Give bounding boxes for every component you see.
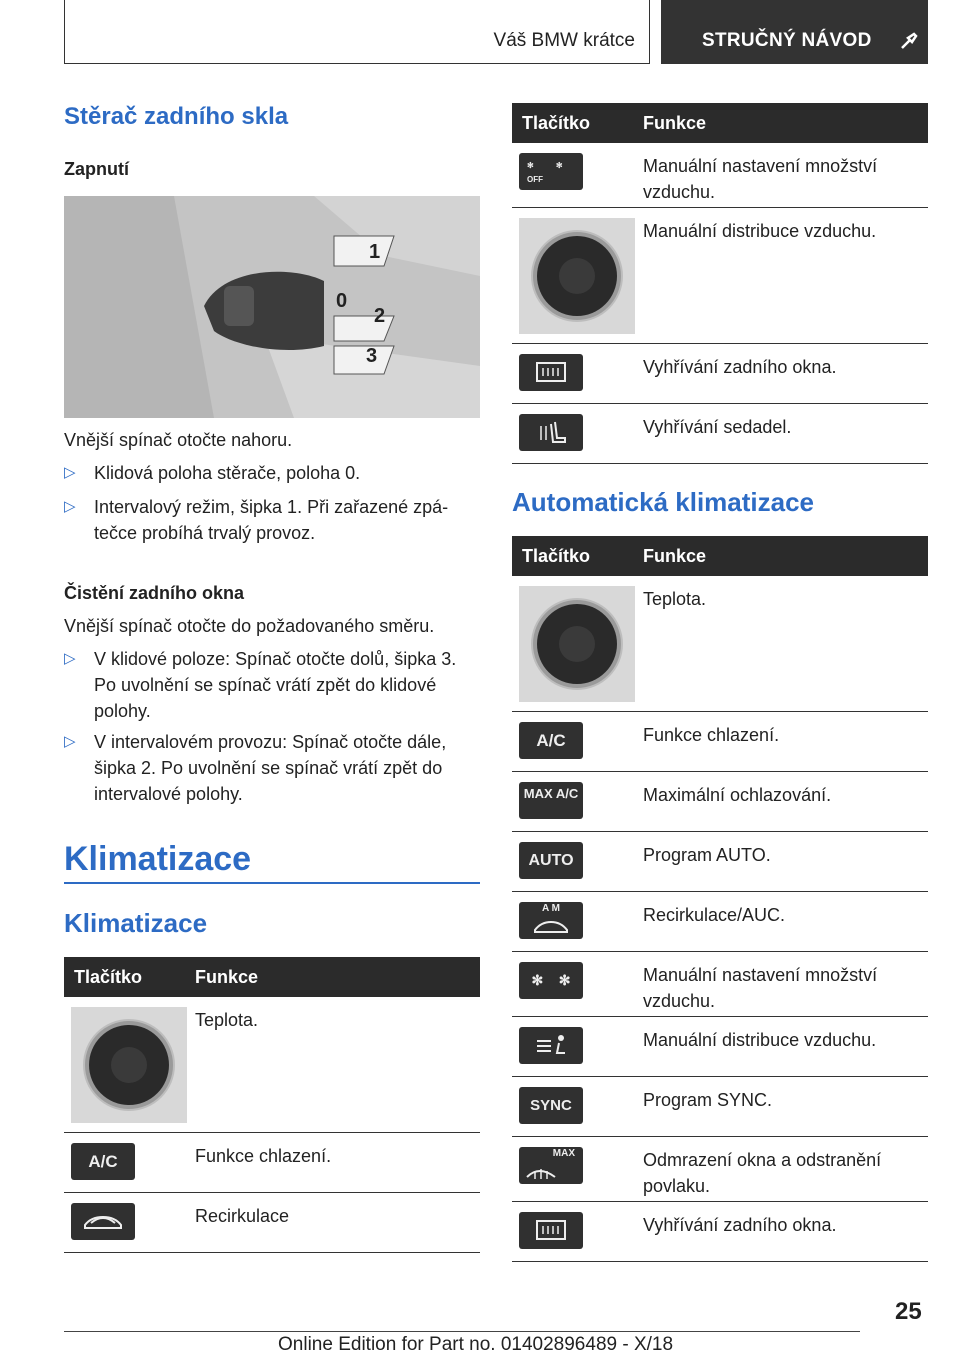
- climate-table: [64, 957, 480, 1253]
- bullet-triangle-icon: ▷: [64, 650, 76, 667]
- bullet-triangle-icon: ▷: [64, 464, 76, 481]
- table-row: [512, 772, 928, 832]
- page-number: 25: [895, 1298, 922, 1325]
- table-row: [512, 344, 928, 404]
- row-function: Program AUTO.: [643, 845, 771, 865]
- row-function: Manuální nastavení množství vzduchu.: [643, 965, 878, 1011]
- temperature-knob-icon: [71, 1007, 187, 1123]
- ac-button-icon: A/C: [71, 1143, 135, 1180]
- seat-heat-icon: [519, 414, 583, 451]
- row-function: Recirkulace/AUC.: [643, 905, 786, 925]
- clean-intro: Vnější spínač otočte do požadovaného směru.: [64, 616, 435, 636]
- row-function: Funkce chlazení.: [643, 725, 780, 745]
- rear-window-heat-icon: [519, 1212, 583, 1249]
- row-function: Teplota.: [643, 589, 707, 609]
- col-function: Funkce: [195, 967, 259, 987]
- header-left-box: [64, 0, 650, 64]
- auto-climate-table: [512, 536, 928, 1262]
- table-row: [512, 952, 928, 1017]
- row-function: Vyhřívání zadního okna.: [643, 1215, 837, 1235]
- col-button: Tlačítko: [522, 546, 591, 566]
- footer-edition: Online Edition for Part no. 01402896489 - X/18: [278, 1334, 674, 1355]
- air-distribution-icon: [519, 1027, 583, 1064]
- wiper-title: Stěrač zadního skla: [64, 103, 289, 130]
- table-row: [64, 997, 480, 1133]
- photo-label-3: 3: [366, 345, 378, 367]
- bullet-triangle-icon: ▷: [64, 498, 76, 515]
- col-button: Tlačítko: [74, 967, 143, 987]
- header-section-title: Váš BMW krátce: [493, 30, 635, 51]
- air-distribution-knob-icon: [519, 218, 635, 334]
- table-row: [512, 208, 928, 344]
- climate-h1-rule: [64, 882, 480, 884]
- table-row: [64, 1193, 480, 1253]
- header-chapter-title: STRUČNÝ NÁVOD: [702, 30, 872, 51]
- table-row: [512, 712, 928, 772]
- row-function: Teplota.: [195, 1010, 259, 1030]
- row-function: Funkce chlazení.: [195, 1146, 332, 1166]
- table-row: [512, 143, 928, 208]
- row-function: Vyhřívání zadního okna.: [643, 357, 837, 377]
- recirculation-auc-icon: A M: [519, 902, 583, 939]
- auto-climate-title: Automatická klimatizace: [512, 487, 815, 517]
- defrost-max-icon: MAX: [519, 1147, 583, 1184]
- table-header: [64, 957, 480, 997]
- header-right-box: [661, 0, 928, 64]
- auto-button-icon: AUTO: [519, 842, 583, 879]
- row-function: Program SYNC.: [643, 1090, 773, 1110]
- table-row: [512, 1137, 928, 1202]
- row-function: Odmrazení okna a odstranění povlaku.: [643, 1150, 882, 1196]
- fan-off-icon: ✻ ✻ OFF: [519, 153, 583, 190]
- row-function: Recirkulace: [195, 1206, 290, 1226]
- climate-h1: Klimatizace: [64, 840, 252, 878]
- table-row: [512, 892, 928, 952]
- table-row: [64, 1133, 480, 1193]
- col-button: Tlačítko: [522, 113, 591, 133]
- row-function: Manuální distribuce vzduchu.: [643, 1030, 877, 1050]
- climate-table-2: [512, 103, 928, 464]
- row-function: Maximální ochlazování.: [643, 785, 832, 805]
- table-row: [512, 1017, 928, 1077]
- photo-label-2: 2: [374, 305, 386, 327]
- climate-h2: Klimatizace: [64, 908, 208, 938]
- photo-label-0: 0: [336, 290, 348, 312]
- wiper-subtitle-on: Zapnutí: [64, 159, 129, 179]
- col-function: Funkce: [643, 546, 707, 566]
- wiper-intro: Vnější spínač otočte nahoru.: [64, 430, 293, 450]
- table-row: [512, 1202, 928, 1262]
- max-ac-icon: MAX A/C: [519, 782, 583, 819]
- bullet-triangle-icon: ▷: [64, 733, 76, 750]
- row-function: Manuální nastavení množství vzduchu.: [643, 156, 878, 202]
- table-row: [512, 404, 928, 464]
- table-header: [512, 536, 928, 576]
- fan-icon: ✻ ✻: [519, 962, 583, 999]
- col-function: Funkce: [643, 113, 707, 133]
- row-function: Vyhřívání sedadel.: [643, 417, 792, 437]
- row-function: Manuální distribuce vzduchu.: [643, 221, 877, 241]
- ac-button-icon: A/C: [519, 722, 583, 759]
- photo-label-1: 1: [369, 241, 381, 263]
- recirculation-icon: [71, 1203, 135, 1240]
- footer-rule: [64, 1331, 860, 1332]
- table-header: [512, 103, 928, 143]
- table-row: [512, 576, 928, 712]
- wiper-subtitle-clean: Čistění zadního okna: [64, 583, 245, 603]
- quick-guide-icon: [898, 30, 920, 52]
- wiper-stalk-photo: [64, 196, 480, 418]
- table-row: [512, 1077, 928, 1137]
- table-row: [512, 832, 928, 892]
- rear-window-heat-icon: [519, 354, 583, 391]
- temperature-knob-icon: [519, 586, 635, 702]
- sync-button-icon: SYNC: [519, 1087, 583, 1124]
